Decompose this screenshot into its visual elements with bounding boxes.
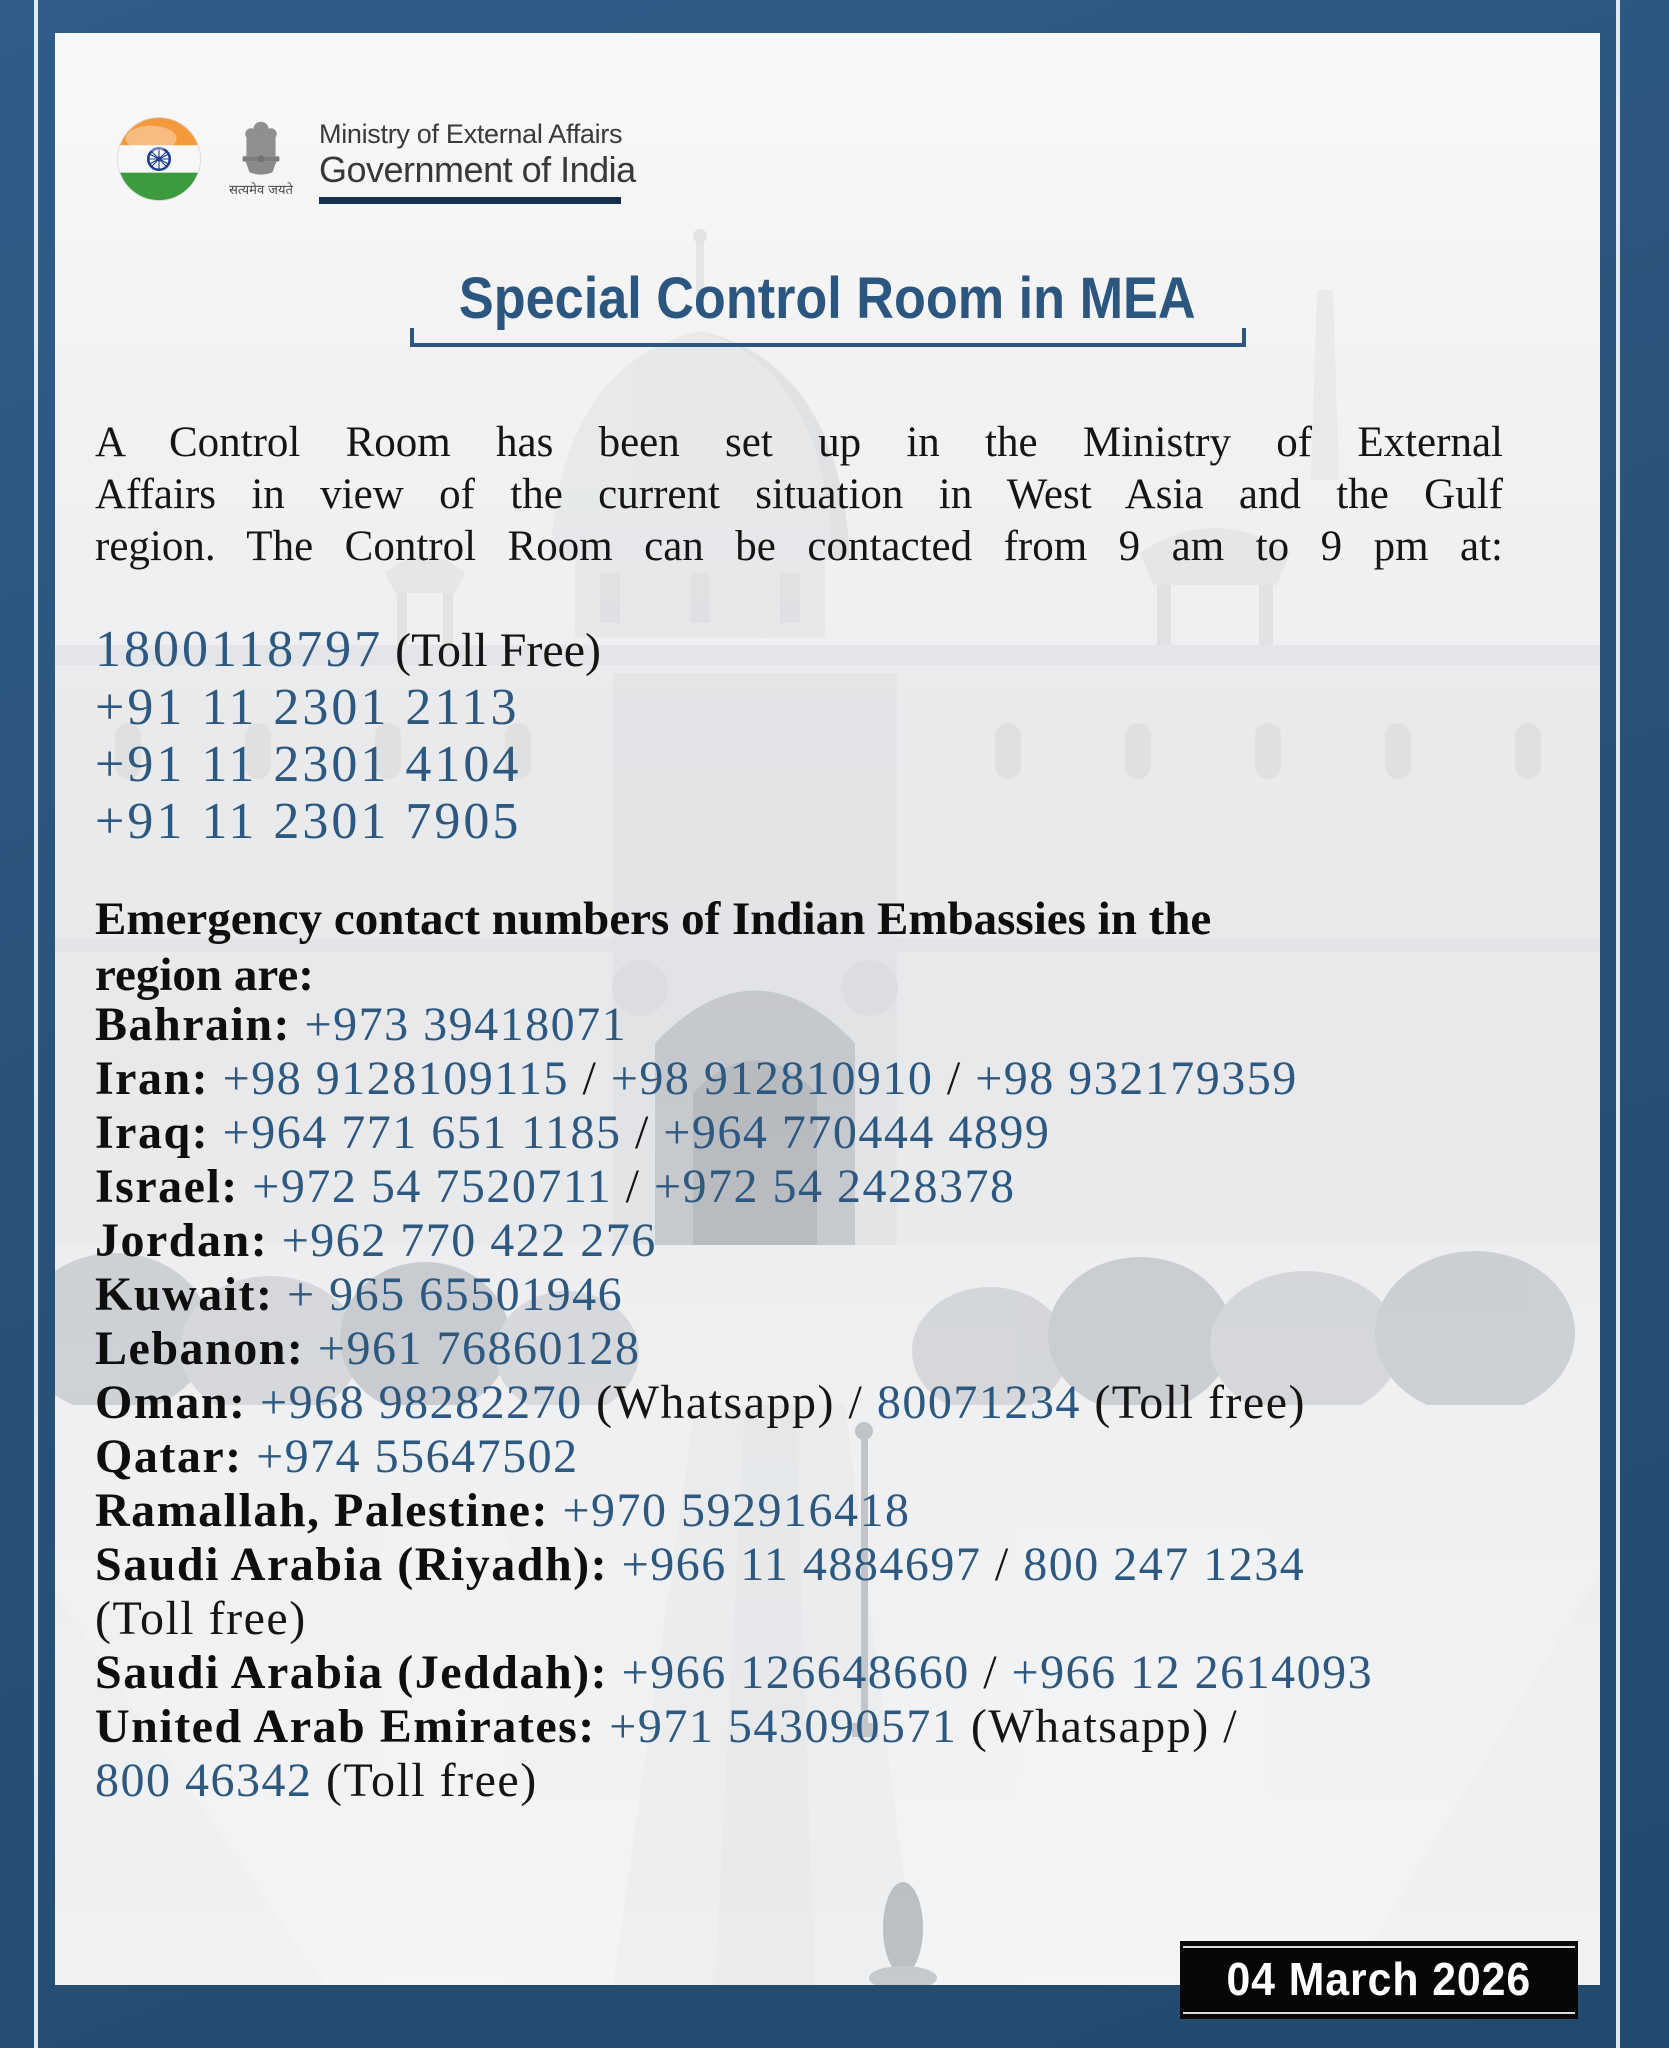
embassy-phone-number: +972 54 7520711 (252, 1160, 613, 1213)
phone-line (95, 679, 601, 736)
embassy-label: Oman: (95, 1376, 260, 1429)
phone-number: +91 11 2301 7905 (95, 793, 522, 850)
government-name: Government of India (319, 149, 636, 191)
embassy-phone-number: + 965 65501946 (287, 1268, 624, 1321)
india-flag-icon (115, 115, 203, 203)
embassy-label: Lebanon: (95, 1322, 318, 1375)
embassies-heading-line: region are: (95, 949, 314, 1001)
title-block (55, 266, 1600, 347)
embassy-phone-number: +98 9128109115 (222, 1052, 569, 1105)
embassy-phone-number: +973 39418071 (304, 998, 628, 1051)
page-title: Special Control Room in MEA (459, 266, 1196, 331)
embassy-phone-number: +968 98282270 (260, 1376, 583, 1429)
embassy-label: Kuwait: (95, 1268, 287, 1321)
embassy-phone-number: +966 12 2614093 (1011, 1646, 1374, 1699)
emblem-motto: सत्यमेव जयते (229, 183, 293, 198)
embassy-entry (95, 1268, 1373, 1322)
phone-number: +91 11 2301 2113 (95, 679, 520, 736)
embassy-entry (95, 1430, 1373, 1484)
embassy-phone-number: +966 126648660 (621, 1646, 970, 1699)
embassy-entry (95, 1646, 1373, 1700)
phone-number: +91 11 2301 4104 (95, 736, 522, 793)
embassy-label: Jordan: (95, 1214, 282, 1267)
embassy-label: United Arab Emirates: (95, 1700, 610, 1753)
embassy-label: Iran: (95, 1052, 223, 1105)
embassy-phone-number: +966 11 4884697 (621, 1538, 982, 1591)
embassy-phone-number: +962 770 422 276 (281, 1214, 657, 1267)
embassy-text: / (621, 1106, 664, 1159)
embassy-entry (95, 1322, 1373, 1376)
intro-line: A Control Room has been set up in the Ministry of External (95, 419, 1503, 466)
phone-line (95, 736, 601, 793)
embassy-label: Saudi Arabia (Jeddah): (95, 1646, 622, 1699)
embassy-text: (Toll free) (312, 1754, 538, 1807)
embassy-phone-number: +970 592916418 (562, 1484, 911, 1537)
embassy-entry (95, 1376, 1373, 1430)
embassy-label: Israel: (95, 1160, 253, 1213)
date-badge-inner (1183, 1946, 1575, 2014)
header (115, 115, 636, 204)
embassy-phone-number: +98 932179359 (975, 1052, 1298, 1105)
frame-pinstripe-right (1616, 0, 1620, 2048)
ashoka-emblem-icon (238, 115, 284, 179)
embassy-phone-number: +971 543090571 (609, 1700, 958, 1753)
embassy-entry (95, 1700, 1373, 1808)
ministry-name: Ministry of External Affairs (319, 119, 623, 149)
embassy-phone-number: +98 912810910 (610, 1052, 934, 1105)
embassy-phone-number: +972 54 2428378 (653, 1160, 1016, 1213)
embassy-text: (Whatsapp) / (582, 1376, 877, 1429)
embassy-label: Bahrain: (95, 998, 305, 1051)
embassy-phone-number: 800 247 1234 (1023, 1538, 1306, 1591)
frame-pinstripe-left (34, 0, 38, 2048)
embassy-text: / (981, 1538, 1024, 1591)
embassy-text: (Toll free) (1080, 1376, 1306, 1429)
embassy-phone-number: +964 771 651 1185 (222, 1106, 622, 1159)
embassy-list (95, 998, 1373, 1808)
embassy-entry (95, 1538, 1373, 1646)
embassy-entry (95, 1484, 1373, 1538)
embassy-text: / (969, 1646, 1012, 1699)
embassy-text: / (568, 1052, 611, 1105)
header-underline (319, 197, 621, 204)
date-badge (1180, 1941, 1578, 2019)
intro-paragraph (95, 417, 1503, 573)
embassy-phone-number: +974 55647502 (256, 1430, 579, 1483)
embassy-text: (Whatsapp) / (957, 1700, 1239, 1753)
embassy-label: Saudi Arabia (Riyadh): (95, 1538, 622, 1591)
embassy-label: Ramallah, Palestine: (95, 1484, 563, 1537)
ashoka-emblem (215, 115, 307, 204)
embassy-phone-number: 800 46342 (95, 1754, 313, 1807)
embassy-label: Iraq: (95, 1106, 223, 1159)
phone-line (95, 793, 601, 850)
embassies-heading (95, 891, 1211, 1003)
header-text (319, 119, 636, 204)
content-panel (55, 33, 1600, 1985)
embassy-text: (Toll free) (95, 1592, 307, 1645)
embassy-phone-number: 80071234 (876, 1376, 1081, 1429)
date-badge-text: 04 March 2026 (1226, 1953, 1532, 2005)
embassy-entry (95, 1052, 1373, 1106)
embassy-phone-number: +964 770444 4899 (663, 1106, 1051, 1159)
embassy-text: / (612, 1160, 654, 1213)
embassy-phone-number: +961 76860128 (317, 1322, 641, 1375)
embassy-label: Qatar: (95, 1430, 257, 1483)
intro-line: region. The Control Room can be contacted from 9 am to 9 pm at: (95, 523, 1503, 570)
embassy-entry (95, 998, 1373, 1052)
phone-note: (Toll Free) (383, 624, 601, 677)
embassy-entry (95, 1160, 1373, 1214)
intro-line: Affairs in view of the current situation in West Asia and the Gulf (95, 471, 1503, 518)
phone-line (95, 621, 601, 679)
embassy-entry (95, 1106, 1373, 1160)
control-room-numbers (95, 621, 601, 850)
embassies-heading-line: Emergency contact numbers of Indian Embassies in the (95, 893, 1212, 945)
phone-number: 1800118797 (95, 621, 384, 678)
embassy-entry (95, 1214, 1373, 1268)
embassy-text: / (933, 1052, 976, 1105)
